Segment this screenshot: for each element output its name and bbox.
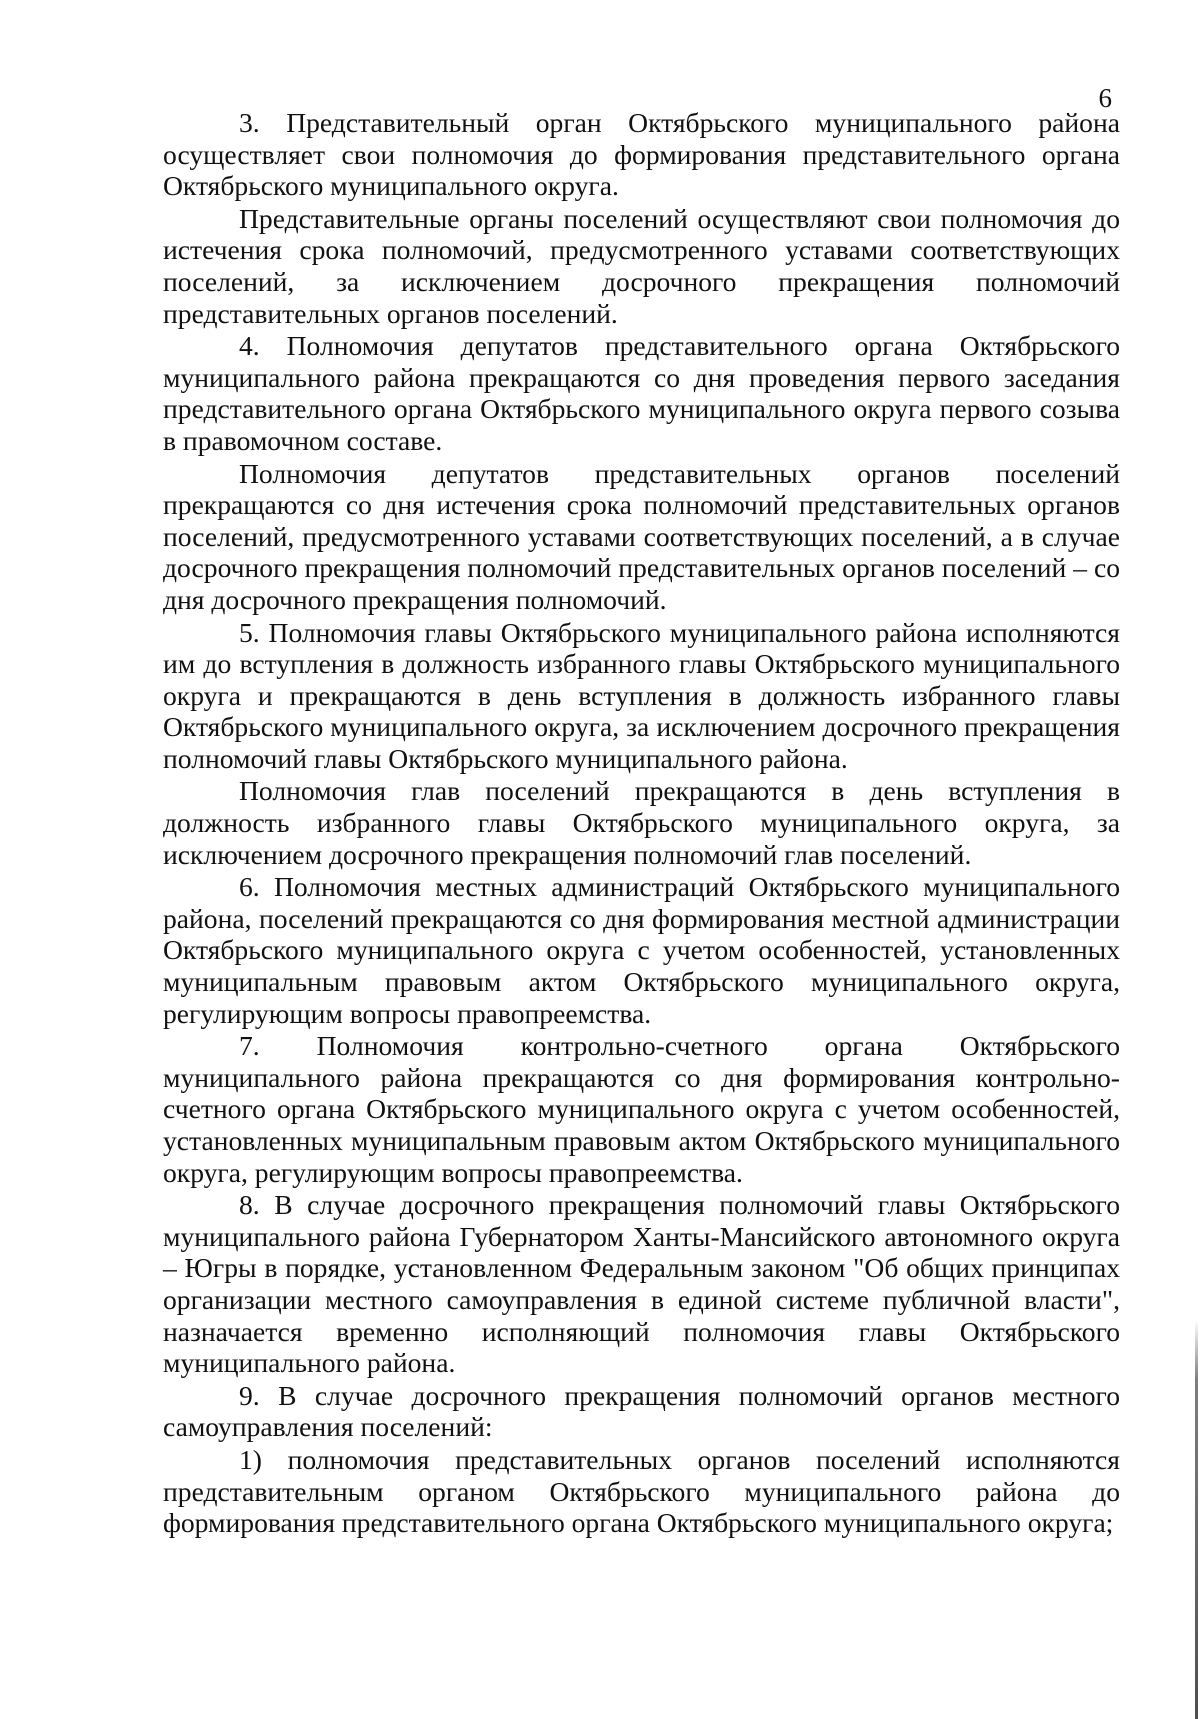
paragraph-5-settlements: Полномочия глав поселений прекращаются в день вступления в должность избранного главы Октябрьского муниципального округа, за исключением досрочного прекращения полномочий глав поселений. xyxy=(163,775,1120,870)
scan-edge-shadow xyxy=(1195,1320,1198,1719)
paragraph-9-item-1: 1) полномочия представительных органов поселений исполняются представительным органом Октябрьского муниципального района до формирования представительного органа Октябрьского муниципального округа; xyxy=(163,1443,1120,1539)
paragraph-3: 3. Представительный орган Октябрьского муниципального района осуществляет свои полномочия до формирования представительного органа Октябрьского муниципального округа. xyxy=(163,107,1120,202)
paragraph-8: 8. В случае досрочного прекращения полномочий главы Октябрьского муниципального района Губернатором Ханты-Мансийского автономного округа – Югры в порядке, установленном Федеральным законом "Об общих принципах организации местного самоуправления в единой системе публичной власти", назначается временно исполняющий полномочия главы Октябрьского муниципального района. xyxy=(163,1189,1120,1379)
paragraph-3-settlements: Представительные органы поселений осуществляют свои полномочия до истечения срока полномочий, предусмотренного уставами соответствующих поселений, за исключением досрочного прекращения полномочий представительных органов поселений. xyxy=(163,202,1120,329)
paragraph-6: 6. Полномочия местных администраций Октябрьского муниципального района, поселений прекращаются со дня формирования местной администрации Октябрьского муниципального округа с учетом особенностей, установленных муниципальным правовым актом Октябрьского муниципального округа, регулирующим вопросы правопреемства. xyxy=(163,871,1120,1029)
paragraph-7: 7. Полномочия контрольно-счетного органа Октябрьского муниципального района прекращаются со дня формирования контрольно-счетного органа Октябрьского муниципального округа с учетом особенностей, установленных муниципальным правовым актом Октябрьского муниципального округа, регулирующим вопросы правопреемства. xyxy=(163,1030,1120,1188)
paragraph-9: 9. В случае досрочного прекращения полномочий органов местного самоуправления поселений: xyxy=(163,1379,1120,1443)
document-body xyxy=(163,107,1120,1540)
page-number: 6 xyxy=(1098,83,1112,113)
paragraph-4: 4. Полномочия депутатов представительного органа Октябрьского муниципального района прекращаются со дня проведения первого заседания представительного органа Октябрьского муниципального округа первого созыва в правомочном составе. xyxy=(163,330,1120,456)
paragraph-4-settlements: Полномочия депутатов представительных органов поселений прекращаются со дня истечения срока полномочий представительных органов поселений, предусмотренного уставами соответствующих поселений, а в случае досрочного прекращения полномочий представительных органов поселений – со дня досрочного прекращения полномочий. xyxy=(163,457,1120,615)
paragraph-5: 5. Полномочия главы Октябрьского муниципального района исполняются им до вступления в должность избранного главы Октябрьского муниципального округа и прекращаются в день вступления в должность избранного главы Октябрьского муниципального округа, за исключением досрочного прекращения полномочий главы Октябрьского муниципального района. xyxy=(163,616,1120,774)
